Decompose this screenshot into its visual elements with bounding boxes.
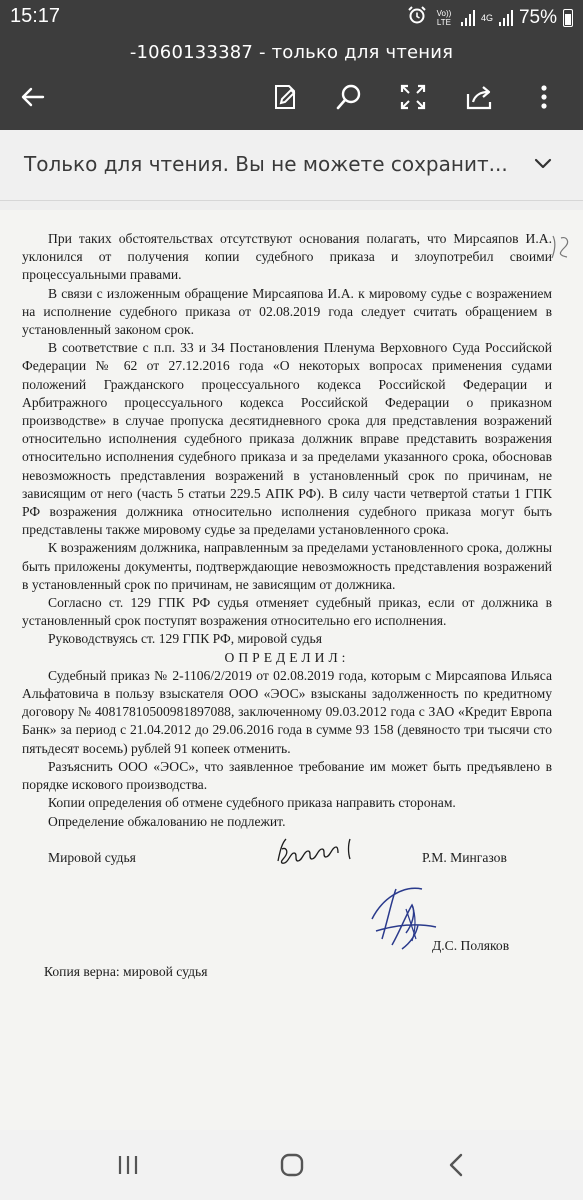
copy-verified-label: Копия верна: мировой судья bbox=[44, 963, 208, 979]
back-button[interactable] bbox=[16, 80, 50, 114]
share-icon bbox=[464, 82, 494, 112]
ruling-paragraph-1: Судебный приказ № 2-1106/2/2019 от 02.08.2019 года, которым с Мирсаяпова Ильяса Альфатовича в пользу взыскателя ООО «ЭОС» взысканы задолженность по кредитному договору № 40817810500981897088, заключенному 09.03.2012 года с ЗАО «Кредит Европа Банк» за период с 21.04.2012 до 29.06.2016 года в сумме 93 158 (девяносто три тысячи сто пятьдесят восемь) рублей 91 копеек отменить. bbox=[22, 667, 552, 756]
ruling-paragraph-3: Копии определения об отмене судебного приказа направить сторонам. bbox=[48, 795, 456, 811]
search-icon bbox=[334, 82, 364, 112]
copy-name: Д.С. Поляков bbox=[432, 937, 510, 953]
chevron-down-icon[interactable] bbox=[531, 152, 555, 176]
judge-signature-row bbox=[22, 849, 552, 893]
signal-icon bbox=[461, 10, 475, 26]
battery-percent: 75% bbox=[518, 7, 557, 28]
fullscreen-button[interactable] bbox=[396, 80, 430, 114]
copy-verified-row bbox=[22, 963, 552, 985]
home-icon bbox=[278, 1151, 306, 1179]
paragraph-4: К возражениям должника, направленным за пределами установленного срока, должны быть приложены документы, подтверждающие невозможность представления возражений в установленный срок по причинам, не зависящим от должника. bbox=[22, 540, 552, 592]
battery-icon bbox=[563, 9, 573, 27]
judge-label: Мировой судья bbox=[48, 849, 136, 865]
ruling-heading: ОПРЕДЕЛИЛ: bbox=[224, 649, 350, 665]
judge-signature-handwriting bbox=[272, 831, 362, 871]
read-only-banner[interactable] bbox=[0, 130, 583, 201]
status-bar bbox=[0, 0, 583, 34]
recent-apps-icon bbox=[116, 1154, 140, 1176]
document-page[interactable] bbox=[0, 210, 583, 1130]
judge-name: Р.М. Мингазов bbox=[422, 849, 507, 865]
back-arrow-icon bbox=[18, 82, 48, 112]
fullscreen-icon bbox=[398, 82, 428, 112]
document-title: -1060133387 - только для чтения bbox=[129, 42, 454, 63]
read-only-message: Только для чтения. Вы не можете сохранит... bbox=[24, 152, 508, 176]
alarm-icon bbox=[407, 5, 427, 31]
edit-button[interactable] bbox=[268, 80, 302, 114]
back-icon bbox=[446, 1152, 466, 1178]
more-options-button[interactable] bbox=[527, 80, 561, 114]
share-button[interactable] bbox=[462, 80, 496, 114]
status-time: 15:17 bbox=[10, 5, 61, 27]
volte-lte-label: Vo)) LTE bbox=[436, 9, 452, 27]
system-navigation-bar bbox=[0, 1130, 583, 1200]
system-back-button[interactable] bbox=[438, 1150, 474, 1180]
signal-icon-2 bbox=[499, 10, 513, 26]
app-bar bbox=[0, 34, 583, 130]
status-icons bbox=[407, 5, 573, 31]
ruling-paragraph-4: Определение обжалованию не подлежит. bbox=[48, 813, 286, 829]
search-button[interactable] bbox=[332, 80, 366, 114]
paragraph-6: Руководствуясь ст. 129 ГПК РФ, мировой судья bbox=[48, 631, 322, 647]
copy-signature-row bbox=[22, 893, 552, 963]
recent-apps-button[interactable] bbox=[110, 1150, 146, 1180]
document-text bbox=[22, 230, 552, 985]
paragraph-1: При таких обстоятельствах отсутствуют основания полагать, что Мирсаяпов И.А. уклонился от получения копии судебного приказа и злоупотребил своими процессуальными правами. bbox=[22, 231, 552, 283]
ruling-paragraph-2: Разъяснить ООО «ЭОС», что заявленное требование им может быть предъявлено в порядке искового производства. bbox=[22, 758, 552, 793]
home-button[interactable] bbox=[274, 1150, 310, 1180]
network-4g-label: 4G bbox=[480, 13, 493, 23]
paragraph-2: В связи с изложенным обращение Мирсаяпова И.А. к мировому судье с возражением на исполнение судебного приказа от 02.08.2019 года следует считать обращением в установленный законом срок. bbox=[22, 285, 552, 338]
more-vert-icon bbox=[529, 82, 559, 112]
copy-signature-handwriting bbox=[362, 879, 442, 959]
paragraph-3: В соответствие с п.п. 33 и 34 Постановления Пленума Верховного Суда Российской Федерации № 62 от 27.12.2016 года «О некоторых вопросах применения судами положений Гражданского процессуального кодекса Российской Федерации и Арбитражного процессуального кодекса Российской Федерации о приказном производстве» в случае пропуска десятидневного срока для представления возражений относительно исполнения судебного приказа должник вправе представить возражения относительно исполнения судебного приказа и за пределами указанного срока, обосновав невозможность представления возражений в установленный срок по причинам, не зависящим от него (часть 5 статьи 229.5 АПК РФ). В силу части четвертой статьи 1 ГПК РФ возражения должника относительно исполнения судебного приказа могут быть представлены также мировому судье за пределами установленного срока. bbox=[22, 340, 552, 538]
edit-icon bbox=[270, 82, 300, 112]
page-number-handwritten-mark bbox=[549, 232, 575, 262]
paragraph-5: Согласно ст. 129 ГПК РФ судья отменяет судебный приказ, если от должника в установленный срок поступят возражения относительно его исполнения. bbox=[22, 595, 552, 629]
